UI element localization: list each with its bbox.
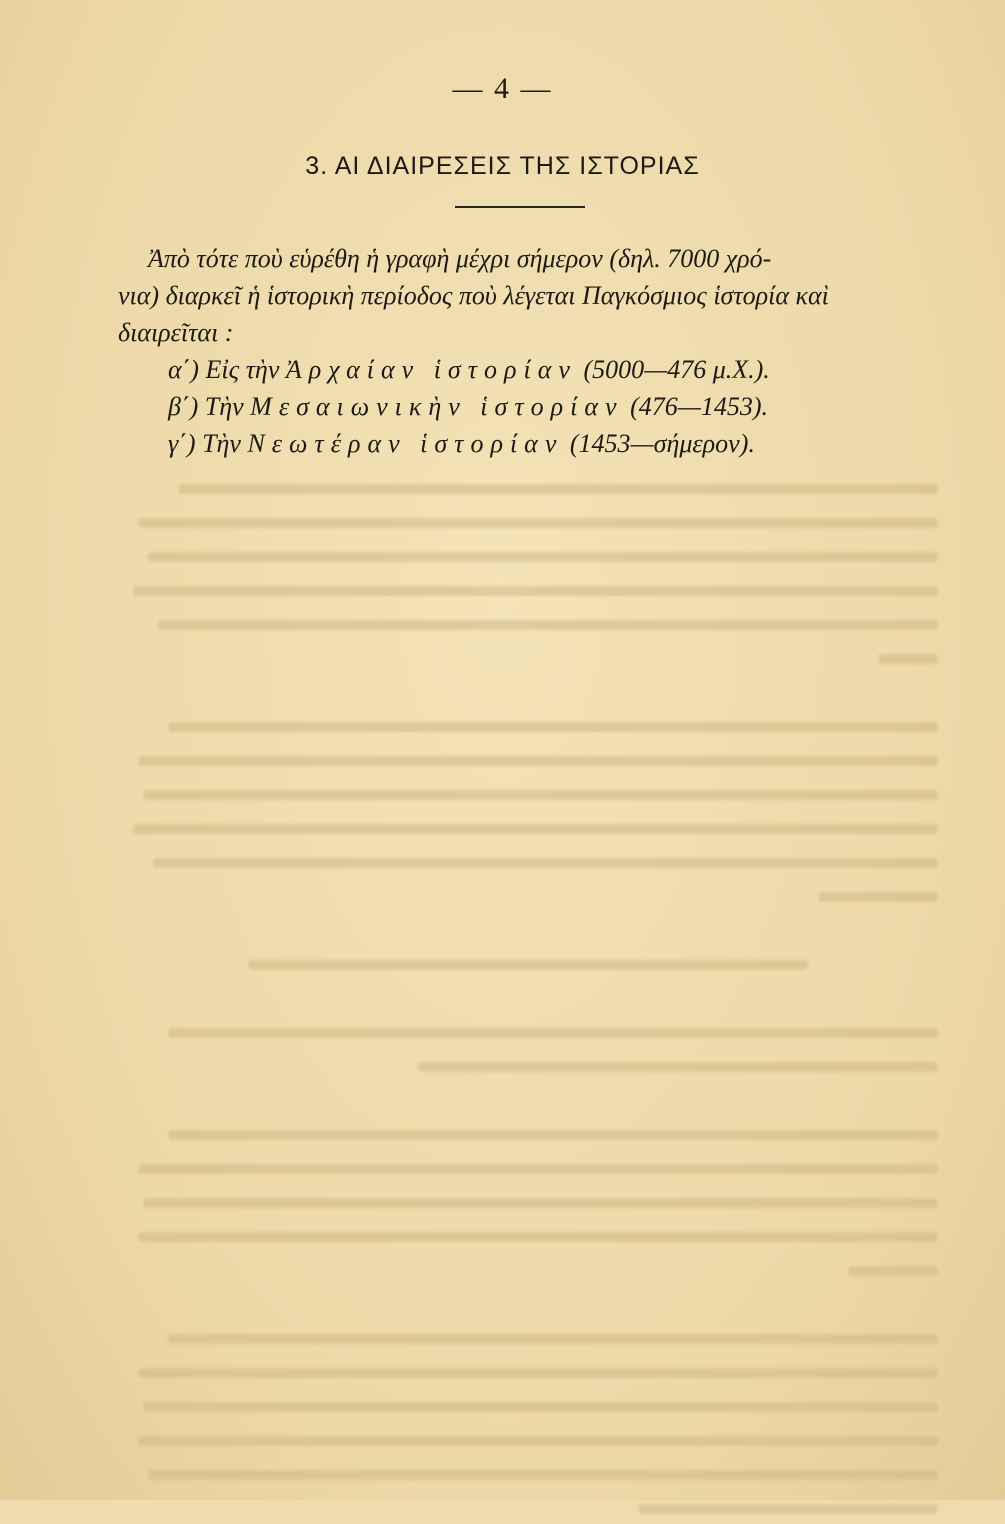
division-lead: Εἰς τὴν [205, 355, 280, 384]
division-range: (5000—476 μ.Χ.). [583, 355, 770, 384]
division-marker: γ΄) [168, 429, 196, 458]
page-number: — 4 — [452, 72, 553, 105]
division-item-modern [118, 425, 936, 462]
show-through-texture [118, 470, 938, 1524]
intro-line-2: νια) διαρκεῖ ἡ ἱστορικὴ περίοδος ποὺ λέγεται Παγκόσμιος ἱστορία καὶ [118, 281, 829, 310]
division-lead: Τὴν [202, 429, 241, 458]
division-marker: α΄) [168, 355, 199, 384]
division-item-medieval [118, 388, 936, 425]
division-range: (1453—σήμερον). [569, 429, 755, 458]
section-body [118, 240, 936, 462]
heading-divider [455, 206, 585, 208]
division-name: Νεωτέραν ἱστορίαν [247, 429, 564, 458]
intro-line-3: διαιρεῖται : [118, 318, 234, 347]
division-name: Μεσαιωνικὴν ἱστορίαν [250, 392, 624, 421]
division-name: Ἀρχαίαν ἱστορίαν [285, 355, 577, 384]
intro-line-1: Ἀπὸ τότε ποὺ εὑρέθη ἡ γραφὴ μέχρι σήμερον (δηλ. 7000 χρό- [148, 244, 772, 273]
division-item-ancient [118, 351, 936, 388]
division-lead: Τὴν [204, 392, 244, 421]
division-range: (476—1453). [630, 392, 768, 421]
section-heading: 3. ΑΙ ΔΙΑΙΡΕΣΕΙΣ ΤΗΣ ΙΣΤΟΡΙΑΣ [305, 152, 700, 180]
division-marker: β΄) [168, 392, 199, 421]
